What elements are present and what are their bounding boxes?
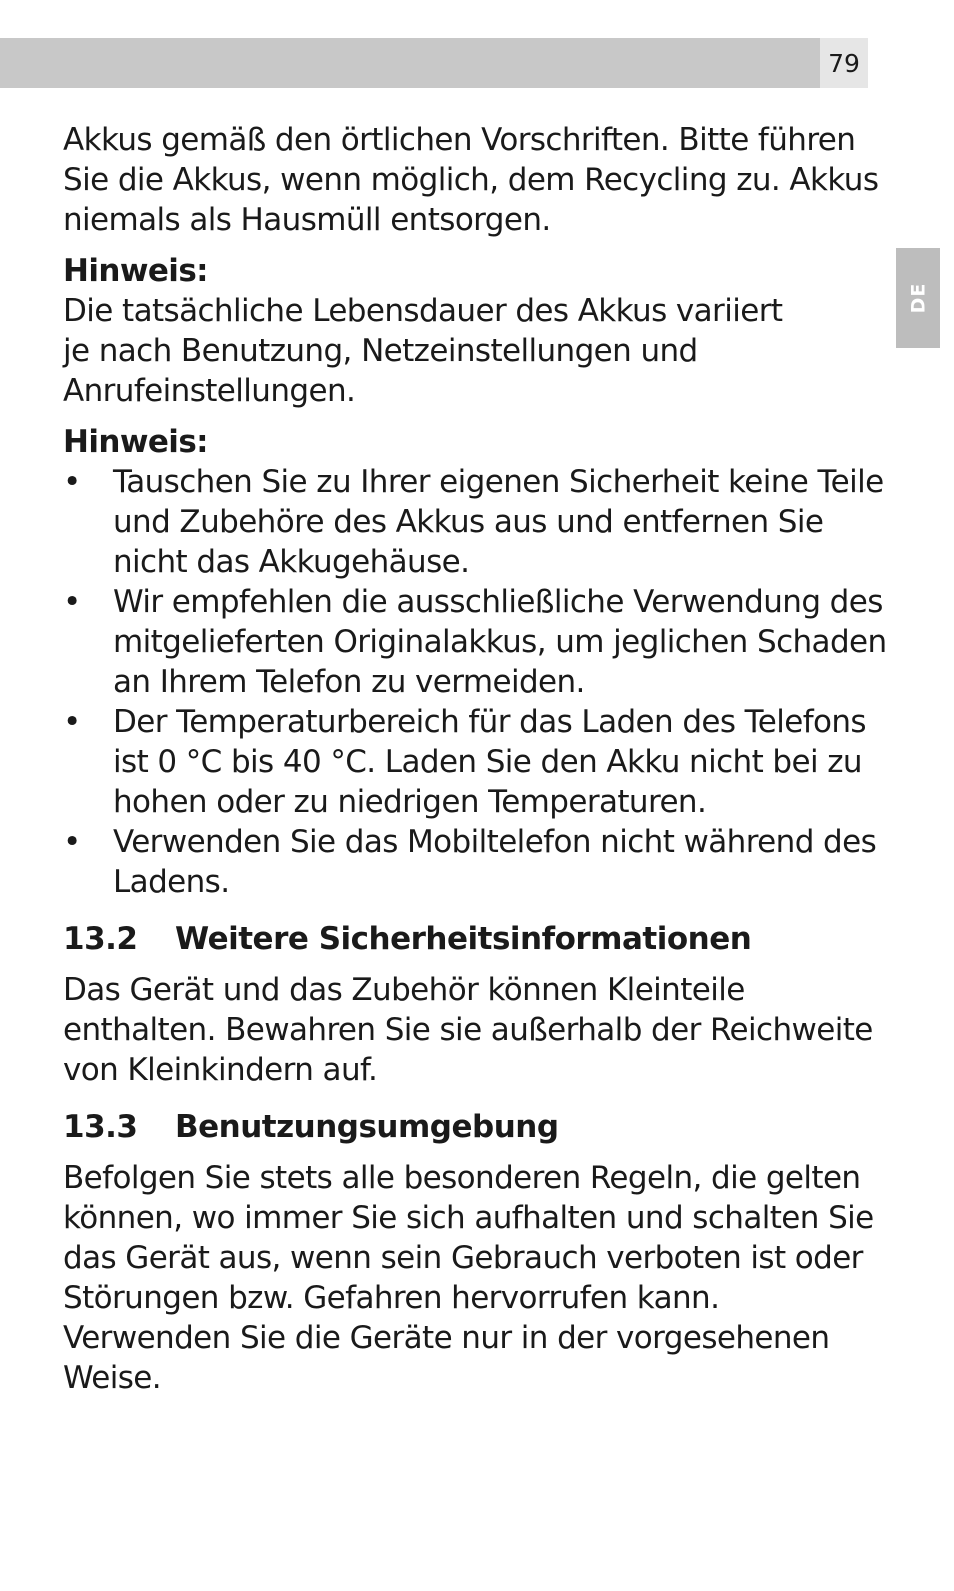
section-title: Benutzungsumgebung: [175, 1109, 559, 1145]
page-content: [63, 120, 893, 1398]
bullet-glyph: •: [63, 704, 81, 740]
note-text-line: je nach Benutzung, Netzeinstellungen und: [63, 333, 698, 369]
page-number: [820, 38, 868, 88]
list-item-text: Der Temperaturbereich für das Laden des Telefons ist 0 °C bis 40 °C. Laden Sie den Akku nicht bei zu hohen oder zu niedrigen Temperaturen.: [113, 704, 866, 820]
bullet-glyph: •: [63, 464, 81, 500]
section-body: Das Gerät und das Zubehör können Kleinteile enthalten. Bewahren Sie sie außerhalb der Reichweite von Kleinkindern auf.: [63, 972, 873, 1088]
list-item-text: Tauschen Sie zu Ihrer eigenen Sicherheit keine Teile und Zubehöre des Akkus aus und entfernen Sie nicht das Akkugehäuse.: [113, 464, 884, 580]
section-title: Weitere Sicherheitsinformationen: [175, 921, 752, 957]
list-item: [63, 702, 893, 822]
list-item-text: Verwenden Sie das Mobiltelefon nicht während des Ladens.: [113, 824, 877, 900]
page-number-text: 79: [828, 48, 860, 78]
header-bar: [0, 38, 820, 88]
section-number: 13.2: [63, 921, 138, 957]
section-body: Befolgen Sie stets alle besonderen Regeln, die gelten können, wo immer Sie sich aufhalten und schalten Sie das Gerät aus, wenn sein Gebrauch verboten ist oder Störungen bzw. Gefahren hervorrufen kann. Verwenden Sie die Geräte nur in der vorgesehenen Weise.: [63, 1160, 874, 1396]
section-heading: [63, 1107, 893, 1147]
intro-paragraph: Akkus gemäß den örtlichen Vorschriften. Bitte führen Sie die Akkus, wenn möglich, dem Recycling zu. Akkus niemals als Hausmüll entsorgen.: [63, 122, 879, 238]
note-text-line: Die tatsächliche Lebensdauer des Akkus variiert: [63, 293, 783, 329]
note-label: Hinweis:: [63, 253, 208, 289]
note-text-line: Anrufeinstellungen.: [63, 373, 356, 409]
safety-bullet-list: [63, 462, 893, 902]
bullet-glyph: •: [63, 584, 81, 620]
bullet-glyph: •: [63, 824, 81, 860]
language-tab: [896, 248, 940, 348]
section-number: 13.3: [63, 1109, 138, 1145]
note-label: Hinweis:: [63, 424, 208, 460]
section-heading: [63, 919, 893, 959]
list-item: [63, 822, 893, 902]
language-tab-label: DE: [906, 282, 929, 314]
list-item: [63, 582, 893, 702]
list-item-text: Wir empfehlen die ausschließliche Verwendung des mitgelieferten Originalakkus, um jeglichen Schaden an Ihrem Telefon zu vermeiden.: [113, 584, 887, 700]
list-item: [63, 462, 893, 582]
